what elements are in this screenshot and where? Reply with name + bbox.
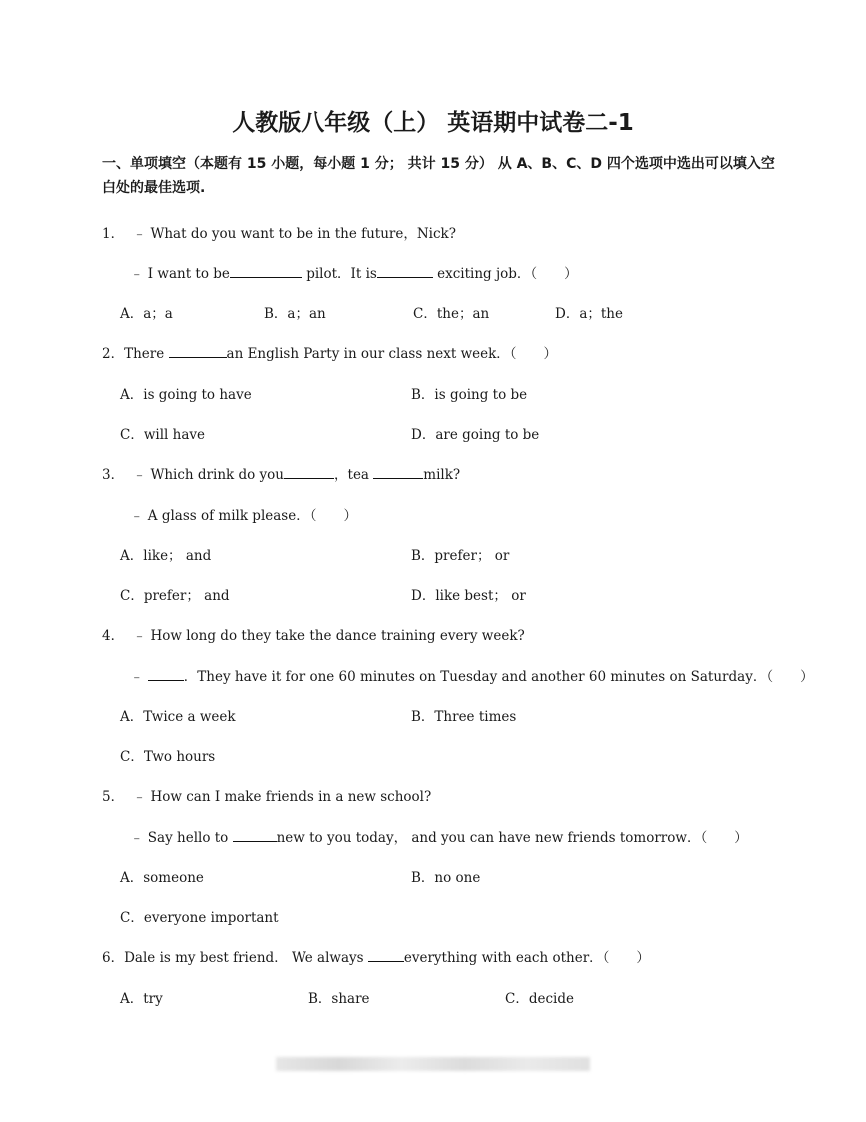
option-c: C．prefer； and bbox=[120, 588, 230, 604]
option-c: C．the；an bbox=[413, 306, 490, 322]
section-header: 一、单项填空（本题有 15 小题，每小题 1 分； 共计 15 分） 从 A、B、C、D 四个选项中选出可以填入空白处的最佳选项. bbox=[102, 156, 775, 196]
option-b: B．Three times bbox=[411, 709, 517, 725]
blurred-footer-watermark bbox=[276, 1057, 590, 1071]
question-text: ．They have it for one 60 minutes on Tuesday and another 60 minutes on Saturday．（ ） bbox=[183, 669, 814, 685]
question-text: an English Party in our class next week．（ ） bbox=[226, 346, 558, 362]
question-text: pilot．It is bbox=[306, 266, 377, 282]
question-5-reply bbox=[130, 826, 748, 846]
question-text: ﹣ How long do they take the dance training every week? bbox=[132, 628, 525, 644]
option-a: A．a；a bbox=[120, 306, 173, 322]
option-a: A．is going to have bbox=[120, 387, 252, 403]
option-c: C．Two hours bbox=[120, 749, 216, 765]
option-a: A．try bbox=[120, 991, 163, 1007]
question-text: ﹣ bbox=[130, 669, 144, 685]
answer-blank bbox=[233, 829, 277, 842]
question-text: Dale is my best friend． We always bbox=[124, 950, 364, 966]
answer-blank bbox=[169, 345, 227, 358]
option-c: C．decide bbox=[505, 991, 574, 1007]
question-4-reply bbox=[130, 665, 814, 685]
question-text: ﹣ What do you want to be in the future，Nick? bbox=[132, 226, 456, 242]
question-number: 1． bbox=[102, 226, 125, 242]
answer-blank bbox=[373, 466, 423, 479]
answer-blank bbox=[368, 949, 404, 962]
page-title: 人教版八年级（上） 英语期中试卷二-1 bbox=[232, 110, 634, 136]
question-text: new to you today， and you can have new friends tomorrow．（ ） bbox=[276, 830, 748, 846]
answer-blank bbox=[284, 466, 334, 479]
question-5-prompt bbox=[102, 785, 431, 805]
answer-blank bbox=[377, 265, 433, 278]
option-a: A．someone bbox=[120, 870, 204, 886]
question-number: 3． bbox=[102, 467, 125, 483]
question-text: ﹣ I want to be bbox=[130, 266, 230, 282]
question-text: ﹣ How can I make friends in a new school? bbox=[132, 789, 432, 805]
option-a: A．Twice a week bbox=[120, 709, 236, 725]
question-6-prompt bbox=[102, 946, 650, 966]
option-d: D．like best； or bbox=[411, 588, 526, 604]
option-a: A．like； and bbox=[120, 548, 212, 564]
answer-blank bbox=[148, 668, 184, 681]
question-text: ﹣ Which drink do you bbox=[132, 467, 285, 483]
question-text: milk? bbox=[423, 467, 461, 483]
question-text: exciting job．（ ） bbox=[437, 266, 578, 282]
question-number: 5． bbox=[102, 789, 125, 805]
question-number: 2． bbox=[102, 346, 125, 362]
question-3-prompt bbox=[102, 463, 460, 483]
option-b: B．no one bbox=[411, 870, 481, 886]
question-1-reply bbox=[130, 262, 578, 282]
question-text: everything with each other．（ ） bbox=[403, 950, 650, 966]
option-b: B．prefer； or bbox=[411, 548, 510, 564]
option-b: B．is going to be bbox=[411, 387, 528, 403]
option-c: C．will have bbox=[120, 427, 205, 443]
question-3-reply: ﹣ A glass of milk please．（ ） bbox=[130, 508, 357, 524]
question-2-prompt bbox=[102, 342, 557, 362]
question-text: There bbox=[124, 346, 165, 362]
question-text: ﹣ Say hello to bbox=[130, 830, 229, 846]
option-d: D．a；the bbox=[555, 306, 623, 322]
option-b: B．share bbox=[308, 991, 370, 1007]
question-4-prompt bbox=[102, 624, 525, 644]
option-c: C．everyone important bbox=[120, 910, 279, 926]
answer-blank bbox=[230, 265, 302, 278]
question-number: 4． bbox=[102, 628, 125, 644]
question-text: ，tea bbox=[334, 467, 369, 483]
option-d: D．are going to be bbox=[411, 427, 540, 443]
question-number: 6． bbox=[102, 950, 125, 966]
question-1-prompt bbox=[102, 222, 456, 242]
option-b: B．a；an bbox=[264, 306, 326, 322]
